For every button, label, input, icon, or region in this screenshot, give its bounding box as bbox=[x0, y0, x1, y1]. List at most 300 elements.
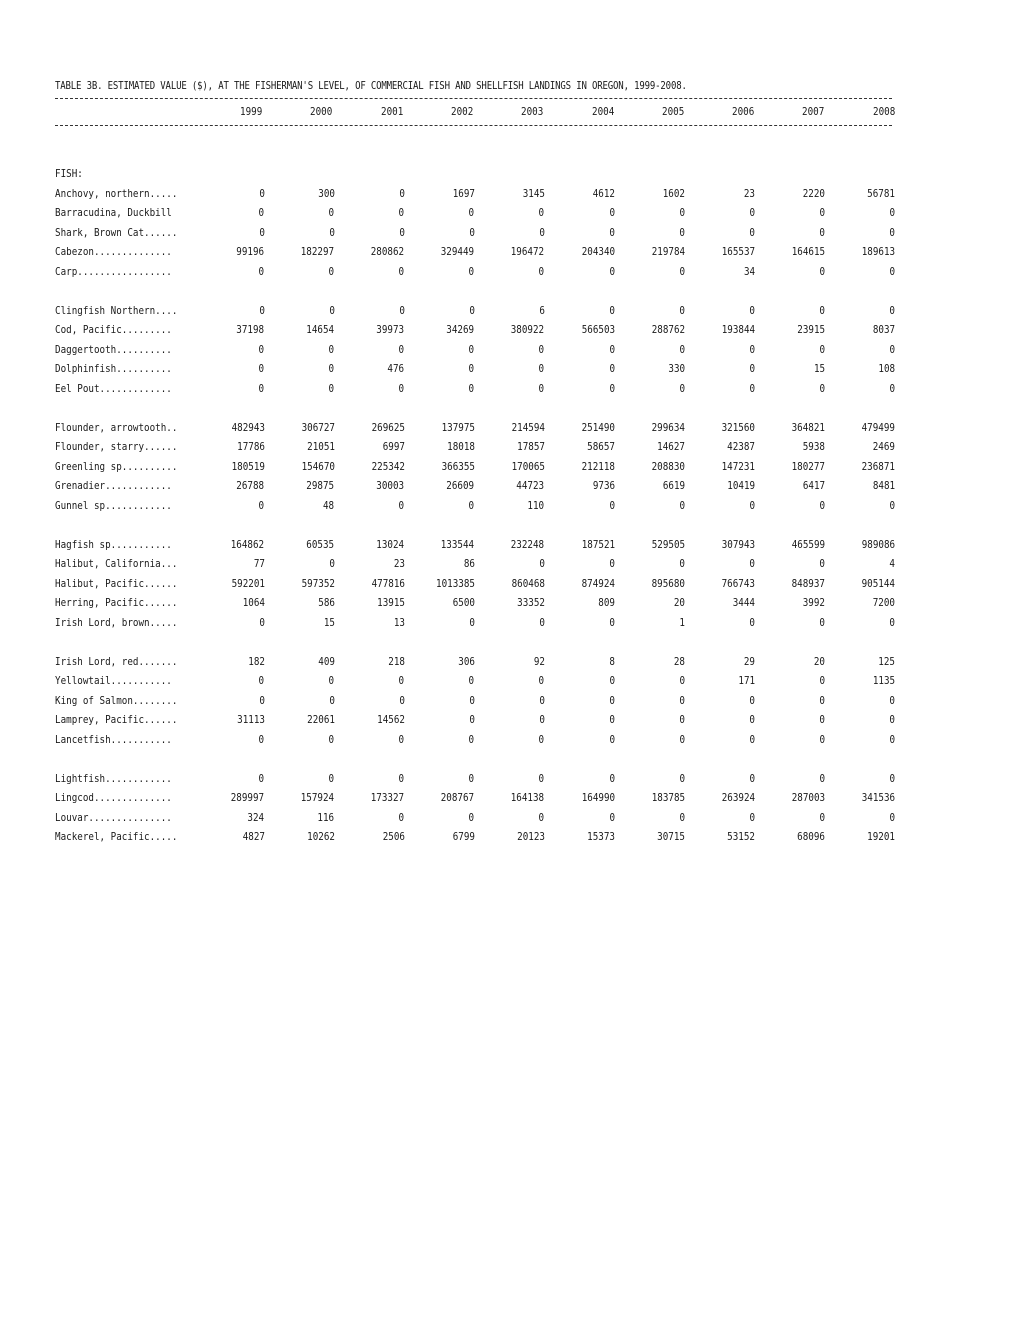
value-cell-2004: 8 bbox=[609, 654, 615, 668]
value-cell-2006: 147231 bbox=[721, 459, 755, 473]
table-row bbox=[55, 320, 895, 340]
value-cell-2000: 586 bbox=[318, 596, 335, 610]
value-cell-2005: 208830 bbox=[651, 459, 685, 473]
value-cell-1999: 182 bbox=[248, 654, 265, 668]
value-cell-2008: 236871 bbox=[861, 459, 895, 473]
value-cell-2002: 133544 bbox=[441, 537, 475, 551]
value-cell-2007: 287003 bbox=[791, 791, 825, 805]
row-label: Hagfish sp........... bbox=[55, 537, 172, 551]
value-cell-2003: 0 bbox=[538, 264, 545, 278]
value-cell-2004: 0 bbox=[609, 362, 615, 376]
value-cell-2003: 0 bbox=[539, 713, 545, 727]
value-cell-2006: 34 bbox=[743, 264, 755, 278]
table-row bbox=[55, 203, 895, 223]
value-cell-2006: 0 bbox=[749, 342, 755, 356]
value-cell-2000: 116 bbox=[317, 810, 335, 824]
report-page bbox=[55, 78, 895, 847]
value-cell-2000: 154670 bbox=[301, 459, 335, 473]
group-spacer bbox=[55, 632, 895, 652]
value-cell-2003: 232248 bbox=[511, 537, 545, 551]
value-cell-2004: 566503 bbox=[581, 323, 615, 337]
table-row bbox=[55, 710, 895, 730]
value-cell-2003: 0 bbox=[538, 362, 545, 376]
value-cell-2001: 476 bbox=[387, 362, 405, 376]
value-cell-2002: 0 bbox=[468, 810, 475, 824]
value-cell-2002: 366355 bbox=[441, 459, 475, 473]
value-cell-2008: 341536 bbox=[861, 791, 896, 805]
year-header-2000: 2000 bbox=[310, 104, 333, 118]
table-row bbox=[55, 535, 895, 555]
value-cell-2001: 39973 bbox=[376, 323, 405, 337]
value-cell-2005: 330 bbox=[668, 362, 685, 376]
value-cell-2000: 60535 bbox=[306, 537, 335, 551]
value-cell-2003: 214594 bbox=[511, 420, 545, 434]
value-cell-2007: 0 bbox=[819, 498, 825, 512]
value-cell-2000: 300 bbox=[318, 186, 335, 200]
value-cell-2004: 0 bbox=[609, 713, 615, 727]
value-cell-2004: 9736 bbox=[592, 479, 615, 493]
value-cell-2001: 0 bbox=[398, 264, 405, 278]
table-row bbox=[55, 788, 895, 808]
table-row bbox=[55, 379, 895, 399]
table-row bbox=[55, 223, 895, 243]
value-cell-2005: 0 bbox=[679, 713, 685, 727]
value-cell-2001: 13024 bbox=[376, 537, 405, 551]
value-cell-2008: 4 bbox=[889, 557, 895, 571]
value-cell-1999: 0 bbox=[259, 693, 265, 707]
value-cell-1999: 37198 bbox=[236, 323, 265, 337]
value-cell-2002: 0 bbox=[469, 713, 475, 727]
value-cell-2002: 0 bbox=[468, 732, 475, 746]
value-cell-2008: 2469 bbox=[872, 440, 895, 454]
value-cell-2003: 0 bbox=[538, 810, 545, 824]
value-cell-2008: 0 bbox=[889, 771, 896, 785]
table-row bbox=[55, 184, 895, 204]
value-cell-2001: 477816 bbox=[371, 576, 405, 590]
value-cell-2006: 0 bbox=[749, 810, 755, 824]
value-cell-1999: 4827 bbox=[242, 830, 265, 844]
value-cell-2005: 0 bbox=[679, 381, 685, 395]
value-cell-2007: 5938 bbox=[802, 440, 825, 454]
value-cell-2005: 0 bbox=[679, 225, 685, 239]
value-cell-2008: 0 bbox=[889, 225, 895, 239]
value-cell-2003: 860468 bbox=[511, 576, 545, 590]
year-header-2004: 2004 bbox=[591, 104, 614, 118]
table-row bbox=[55, 418, 895, 438]
value-cell-2004: 204340 bbox=[581, 245, 615, 259]
value-cell-2007: 68096 bbox=[797, 830, 825, 844]
value-cell-2007: 0 bbox=[819, 615, 825, 629]
table-row bbox=[55, 437, 895, 457]
row-label: Greenling sp.......... bbox=[55, 459, 178, 473]
value-cell-2006: 0 bbox=[749, 693, 755, 707]
value-cell-2002: 6799 bbox=[452, 830, 475, 844]
value-cell-2006: 0 bbox=[749, 206, 755, 220]
row-label: Halibut, Pacific...... bbox=[55, 576, 178, 590]
value-cell-2008: 0 bbox=[889, 381, 896, 395]
value-cell-2006: 307943 bbox=[721, 537, 755, 551]
value-cell-2008: 0 bbox=[889, 810, 896, 824]
value-cell-2000: 306727 bbox=[301, 420, 335, 434]
value-cell-2008: 125 bbox=[878, 654, 895, 668]
value-cell-2008: 19201 bbox=[867, 830, 895, 844]
value-cell-2003: 110 bbox=[527, 498, 545, 512]
value-cell-2002: 306 bbox=[458, 654, 475, 668]
value-cell-2007: 0 bbox=[819, 771, 825, 785]
table-row bbox=[55, 301, 895, 321]
value-cell-2007: 0 bbox=[819, 225, 825, 239]
value-cell-1999: 164862 bbox=[230, 537, 265, 551]
value-cell-1999: 0 bbox=[258, 206, 265, 220]
value-cell-2000: 22061 bbox=[307, 713, 335, 727]
value-cell-2003: 6 bbox=[539, 303, 545, 317]
row-label: Lancetfish........... bbox=[55, 732, 172, 746]
value-cell-2000: 0 bbox=[328, 732, 335, 746]
value-cell-2003: 0 bbox=[539, 557, 545, 571]
value-cell-2006: 766743 bbox=[721, 576, 755, 590]
value-cell-2007: 15 bbox=[813, 362, 825, 376]
row-label: Louvar............... bbox=[55, 810, 172, 824]
row-label: Flounder, arrowtooth.. bbox=[55, 420, 178, 434]
value-cell-2008: 8037 bbox=[872, 323, 896, 337]
value-cell-2008: 7200 bbox=[872, 596, 895, 610]
table-row bbox=[55, 671, 895, 691]
table-row bbox=[55, 359, 895, 379]
value-cell-2000: 15 bbox=[323, 615, 335, 629]
table-row bbox=[55, 691, 895, 711]
value-cell-1999: 0 bbox=[258, 362, 265, 376]
table-row bbox=[55, 554, 895, 574]
value-cell-2008: 0 bbox=[889, 206, 896, 220]
value-cell-2004: 0 bbox=[609, 674, 615, 688]
value-cell-2005: 0 bbox=[679, 771, 685, 785]
value-cell-2006: 0 bbox=[749, 303, 755, 317]
value-cell-2006: 171 bbox=[738, 674, 755, 688]
value-cell-2008: 0 bbox=[889, 264, 896, 278]
value-cell-1999: 17786 bbox=[237, 440, 265, 454]
value-cell-2000: 0 bbox=[328, 771, 335, 785]
value-cell-2005: 0 bbox=[679, 206, 685, 220]
value-cell-2002: 0 bbox=[469, 303, 475, 317]
value-cell-2002: 18018 bbox=[447, 440, 475, 454]
value-cell-2007: 0 bbox=[819, 693, 825, 707]
value-cell-2005: 20 bbox=[673, 596, 685, 610]
value-cell-2000: 182297 bbox=[300, 245, 335, 259]
value-cell-2002: 329449 bbox=[441, 245, 475, 259]
value-cell-2006: 0 bbox=[749, 225, 755, 239]
row-label: Clingfish Northern.... bbox=[55, 303, 178, 317]
value-cell-2002: 0 bbox=[468, 362, 475, 376]
value-cell-2001: 0 bbox=[399, 693, 405, 707]
value-cell-2007: 0 bbox=[819, 206, 825, 220]
table-row bbox=[55, 340, 895, 360]
group-spacer bbox=[55, 398, 895, 418]
value-cell-2001: 13 bbox=[393, 615, 405, 629]
value-cell-2004: 0 bbox=[609, 810, 615, 824]
value-cell-2004: 0 bbox=[609, 693, 615, 707]
value-cell-2003: 0 bbox=[538, 206, 545, 220]
row-label: Gunnel sp............ bbox=[55, 498, 172, 512]
value-cell-2007: 0 bbox=[819, 810, 825, 824]
value-cell-1999: 0 bbox=[258, 732, 265, 746]
year-header-2003: 2003 bbox=[521, 104, 544, 118]
value-cell-2007: 20 bbox=[813, 654, 825, 668]
section-heading-row bbox=[55, 164, 895, 184]
value-cell-2000: 0 bbox=[329, 303, 335, 317]
value-cell-2005: 0 bbox=[679, 810, 685, 824]
value-cell-2000: 48 bbox=[323, 498, 335, 512]
row-label: Irish Lord, brown..... bbox=[55, 615, 178, 629]
value-cell-1999: 0 bbox=[259, 615, 265, 629]
value-cell-2008: 0 bbox=[889, 732, 896, 746]
value-cell-2001: 30003 bbox=[376, 479, 405, 493]
value-cell-2003: 17857 bbox=[517, 440, 545, 454]
value-cell-2006: 10419 bbox=[727, 479, 755, 493]
year-header-2006: 2006 bbox=[732, 104, 755, 118]
group-spacer bbox=[55, 515, 895, 535]
value-cell-2003: 0 bbox=[538, 381, 545, 395]
value-cell-2006: 321560 bbox=[721, 420, 755, 434]
value-cell-1999: 0 bbox=[259, 225, 265, 239]
value-cell-2007: 848937 bbox=[791, 576, 825, 590]
year-header-2001: 2001 bbox=[380, 104, 403, 118]
value-cell-2005: 6619 bbox=[662, 479, 685, 493]
value-cell-2007: 0 bbox=[819, 381, 825, 395]
value-cell-1999: 99196 bbox=[236, 245, 265, 259]
row-label: Lamprey, Pacific...... bbox=[55, 713, 178, 727]
value-cell-2007: 0 bbox=[819, 674, 825, 688]
value-cell-1999: 180519 bbox=[231, 459, 265, 473]
value-cell-2001: 13915 bbox=[377, 596, 405, 610]
value-cell-2000: 0 bbox=[329, 693, 335, 707]
value-cell-2004: 251490 bbox=[581, 420, 615, 434]
value-cell-2007: 0 bbox=[819, 713, 825, 727]
group-spacer bbox=[55, 281, 895, 301]
value-cell-2004: 0 bbox=[609, 225, 615, 239]
value-cell-2003: 164138 bbox=[511, 791, 545, 805]
value-cell-2008: 0 bbox=[889, 615, 895, 629]
table-row bbox=[55, 496, 895, 516]
row-label: Dolphinfish.......... bbox=[55, 362, 172, 376]
value-cell-2000: 14654 bbox=[306, 323, 335, 337]
year-header-2008: 2008 bbox=[872, 104, 896, 118]
value-cell-1999: 324 bbox=[247, 810, 265, 824]
value-cell-2001: 0 bbox=[399, 303, 405, 317]
value-cell-2004: 0 bbox=[609, 264, 615, 278]
value-cell-2005: 0 bbox=[679, 342, 685, 356]
value-cell-2004: 0 bbox=[609, 732, 615, 746]
table-row bbox=[55, 730, 895, 750]
value-cell-2003: 196472 bbox=[511, 245, 545, 259]
value-cell-2004: 58657 bbox=[587, 440, 615, 454]
value-cell-2006: 23 bbox=[743, 186, 755, 200]
value-cell-2007: 3992 bbox=[802, 596, 825, 610]
value-cell-2007: 0 bbox=[819, 264, 825, 278]
value-cell-2005: 0 bbox=[679, 732, 685, 746]
value-cell-2004: 809 bbox=[598, 596, 615, 610]
value-cell-2000: 0 bbox=[329, 557, 335, 571]
value-cell-2001: 0 bbox=[398, 732, 405, 746]
value-cell-2005: 1 bbox=[679, 615, 685, 629]
value-cell-2001: 0 bbox=[398, 342, 405, 356]
value-cell-2004: 164990 bbox=[581, 791, 615, 805]
value-cell-2005: 183785 bbox=[651, 791, 685, 805]
value-cell-2008: 0 bbox=[889, 713, 895, 727]
row-label: Halibut, California... bbox=[55, 557, 178, 571]
value-cell-2001: 173327 bbox=[370, 791, 405, 805]
value-cell-2003: 0 bbox=[538, 732, 545, 746]
value-cell-2005: 0 bbox=[679, 693, 685, 707]
value-cell-2006: 0 bbox=[749, 498, 755, 512]
value-cell-2002: 34269 bbox=[446, 323, 475, 337]
value-cell-2004: 0 bbox=[609, 342, 615, 356]
table-body bbox=[55, 184, 895, 847]
value-cell-1999: 0 bbox=[259, 186, 265, 200]
value-cell-2004: 0 bbox=[609, 303, 615, 317]
value-cell-2005: 0 bbox=[679, 557, 685, 571]
value-cell-2005: 0 bbox=[679, 674, 685, 688]
table-row bbox=[55, 613, 895, 633]
value-cell-2002: 1697 bbox=[452, 186, 475, 200]
value-cell-1999: 1064 bbox=[242, 596, 265, 610]
value-cell-2000: 10262 bbox=[307, 830, 335, 844]
value-cell-2004: 0 bbox=[609, 206, 615, 220]
value-cell-2002: 0 bbox=[468, 498, 475, 512]
table-row bbox=[55, 242, 895, 262]
table-row bbox=[55, 457, 895, 477]
value-cell-2002: 0 bbox=[468, 264, 475, 278]
row-label: Yellowtail........... bbox=[55, 674, 172, 688]
value-cell-2002: 6500 bbox=[452, 596, 475, 610]
value-cell-1999: 0 bbox=[258, 771, 265, 785]
value-cell-2008: 905144 bbox=[861, 576, 895, 590]
top-rule bbox=[55, 98, 892, 99]
value-cell-2008: 989086 bbox=[861, 537, 896, 551]
row-label: Barracudina, Duckbill bbox=[55, 206, 172, 220]
value-cell-2005: 28 bbox=[673, 654, 685, 668]
value-cell-2008: 0 bbox=[889, 693, 895, 707]
value-cell-2003: 33352 bbox=[517, 596, 545, 610]
section-heading: FISH: bbox=[55, 167, 83, 181]
value-cell-2005: 288762 bbox=[651, 323, 685, 337]
value-cell-2006: 0 bbox=[749, 615, 755, 629]
value-cell-2001: 6997 bbox=[382, 440, 405, 454]
value-cell-2000: 0 bbox=[328, 362, 335, 376]
value-cell-2006: 42387 bbox=[727, 440, 755, 454]
value-cell-2006: 0 bbox=[749, 771, 755, 785]
value-cell-2003: 0 bbox=[538, 674, 545, 688]
value-cell-2005: 219784 bbox=[651, 245, 685, 259]
row-label: Lingcod.............. bbox=[55, 791, 172, 805]
value-cell-1999: 26788 bbox=[236, 479, 265, 493]
value-cell-2001: 0 bbox=[399, 225, 405, 239]
value-cell-2005: 299634 bbox=[651, 420, 685, 434]
value-cell-2008: 479499 bbox=[861, 420, 895, 434]
value-cell-2008: 8481 bbox=[872, 479, 896, 493]
value-cell-2001: 0 bbox=[399, 186, 405, 200]
value-cell-2006: 0 bbox=[749, 381, 755, 395]
value-cell-2007: 0 bbox=[819, 732, 825, 746]
value-cell-2005: 895680 bbox=[651, 576, 685, 590]
value-cell-2003: 0 bbox=[539, 693, 545, 707]
value-cell-2002: 1013385 bbox=[436, 576, 475, 590]
value-cell-2005: 529505 bbox=[651, 537, 685, 551]
row-label: Herring, Pacific...... bbox=[55, 596, 178, 610]
value-cell-1999: 77 bbox=[253, 557, 265, 571]
row-label: Cabezon.............. bbox=[55, 245, 172, 259]
value-cell-2001: 2506 bbox=[382, 830, 405, 844]
value-cell-2007: 465599 bbox=[791, 537, 825, 551]
value-cell-2003: 0 bbox=[539, 615, 545, 629]
value-cell-2002: 0 bbox=[468, 342, 475, 356]
row-label: Flounder, starry...... bbox=[55, 440, 178, 454]
year-header-row bbox=[55, 101, 895, 121]
value-cell-2003: 170065 bbox=[511, 459, 545, 473]
value-cell-2005: 0 bbox=[679, 264, 685, 278]
value-cell-2001: 14562 bbox=[377, 713, 405, 727]
value-cell-2006: 165537 bbox=[721, 245, 755, 259]
value-cell-2004: 0 bbox=[609, 557, 615, 571]
value-cell-2001: 0 bbox=[398, 498, 405, 512]
table-row bbox=[55, 808, 895, 828]
value-cell-2007: 364821 bbox=[791, 420, 825, 434]
value-cell-2006: 263924 bbox=[721, 791, 755, 805]
value-cell-2007: 180277 bbox=[791, 459, 825, 473]
value-cell-2006: 29 bbox=[743, 654, 755, 668]
table-title: TABLE 3B. ESTIMATED VALUE ($), AT THE FISHERMAN'S LEVEL, OF COMMERCIAL FISH AND SHELLFISH LANDINGS IN OREGON, 1999-2008. bbox=[55, 80, 687, 92]
value-cell-1999: 482943 bbox=[231, 420, 265, 434]
year-header-2005: 2005 bbox=[661, 104, 685, 118]
value-cell-1999: 0 bbox=[258, 381, 265, 395]
value-cell-2003: 0 bbox=[538, 771, 545, 785]
value-cell-2003: 20123 bbox=[517, 830, 545, 844]
value-cell-2001: 0 bbox=[398, 674, 405, 688]
table-row bbox=[55, 827, 895, 847]
value-cell-2004: 874924 bbox=[581, 576, 615, 590]
value-cell-2002: 0 bbox=[468, 674, 475, 688]
value-cell-2003: 0 bbox=[539, 225, 545, 239]
value-cell-2000: 409 bbox=[318, 654, 335, 668]
row-label: Cod, Pacific......... bbox=[55, 323, 172, 337]
table-row bbox=[55, 476, 895, 496]
value-cell-2007: 0 bbox=[819, 303, 825, 317]
value-cell-2006: 193844 bbox=[721, 323, 755, 337]
value-cell-2001: 218 bbox=[388, 654, 405, 668]
value-cell-2000: 0 bbox=[328, 381, 335, 395]
table-row bbox=[55, 574, 895, 594]
value-cell-2008: 108 bbox=[878, 362, 896, 376]
value-cell-2006: 0 bbox=[749, 732, 755, 746]
value-cell-2005: 1602 bbox=[662, 186, 685, 200]
value-cell-2004: 4612 bbox=[592, 186, 615, 200]
row-label: Shark, Brown Cat...... bbox=[55, 225, 178, 239]
value-cell-2003: 380922 bbox=[511, 323, 545, 337]
value-cell-2003: 0 bbox=[538, 342, 545, 356]
value-cell-2000: 21051 bbox=[307, 440, 335, 454]
value-cell-2005: 0 bbox=[679, 498, 685, 512]
value-cell-2002: 0 bbox=[469, 693, 475, 707]
value-cell-2001: 280862 bbox=[370, 245, 405, 259]
value-cell-1999: 31113 bbox=[237, 713, 265, 727]
value-cell-2002: 86 bbox=[463, 557, 475, 571]
value-cell-2004: 0 bbox=[609, 381, 615, 395]
value-cell-2008: 0 bbox=[889, 498, 896, 512]
value-cell-2008: 1135 bbox=[872, 674, 896, 688]
value-cell-2001: 23 bbox=[393, 557, 405, 571]
table-row bbox=[55, 652, 895, 672]
value-cell-2008: 0 bbox=[889, 303, 895, 317]
value-cell-2002: 0 bbox=[468, 771, 475, 785]
